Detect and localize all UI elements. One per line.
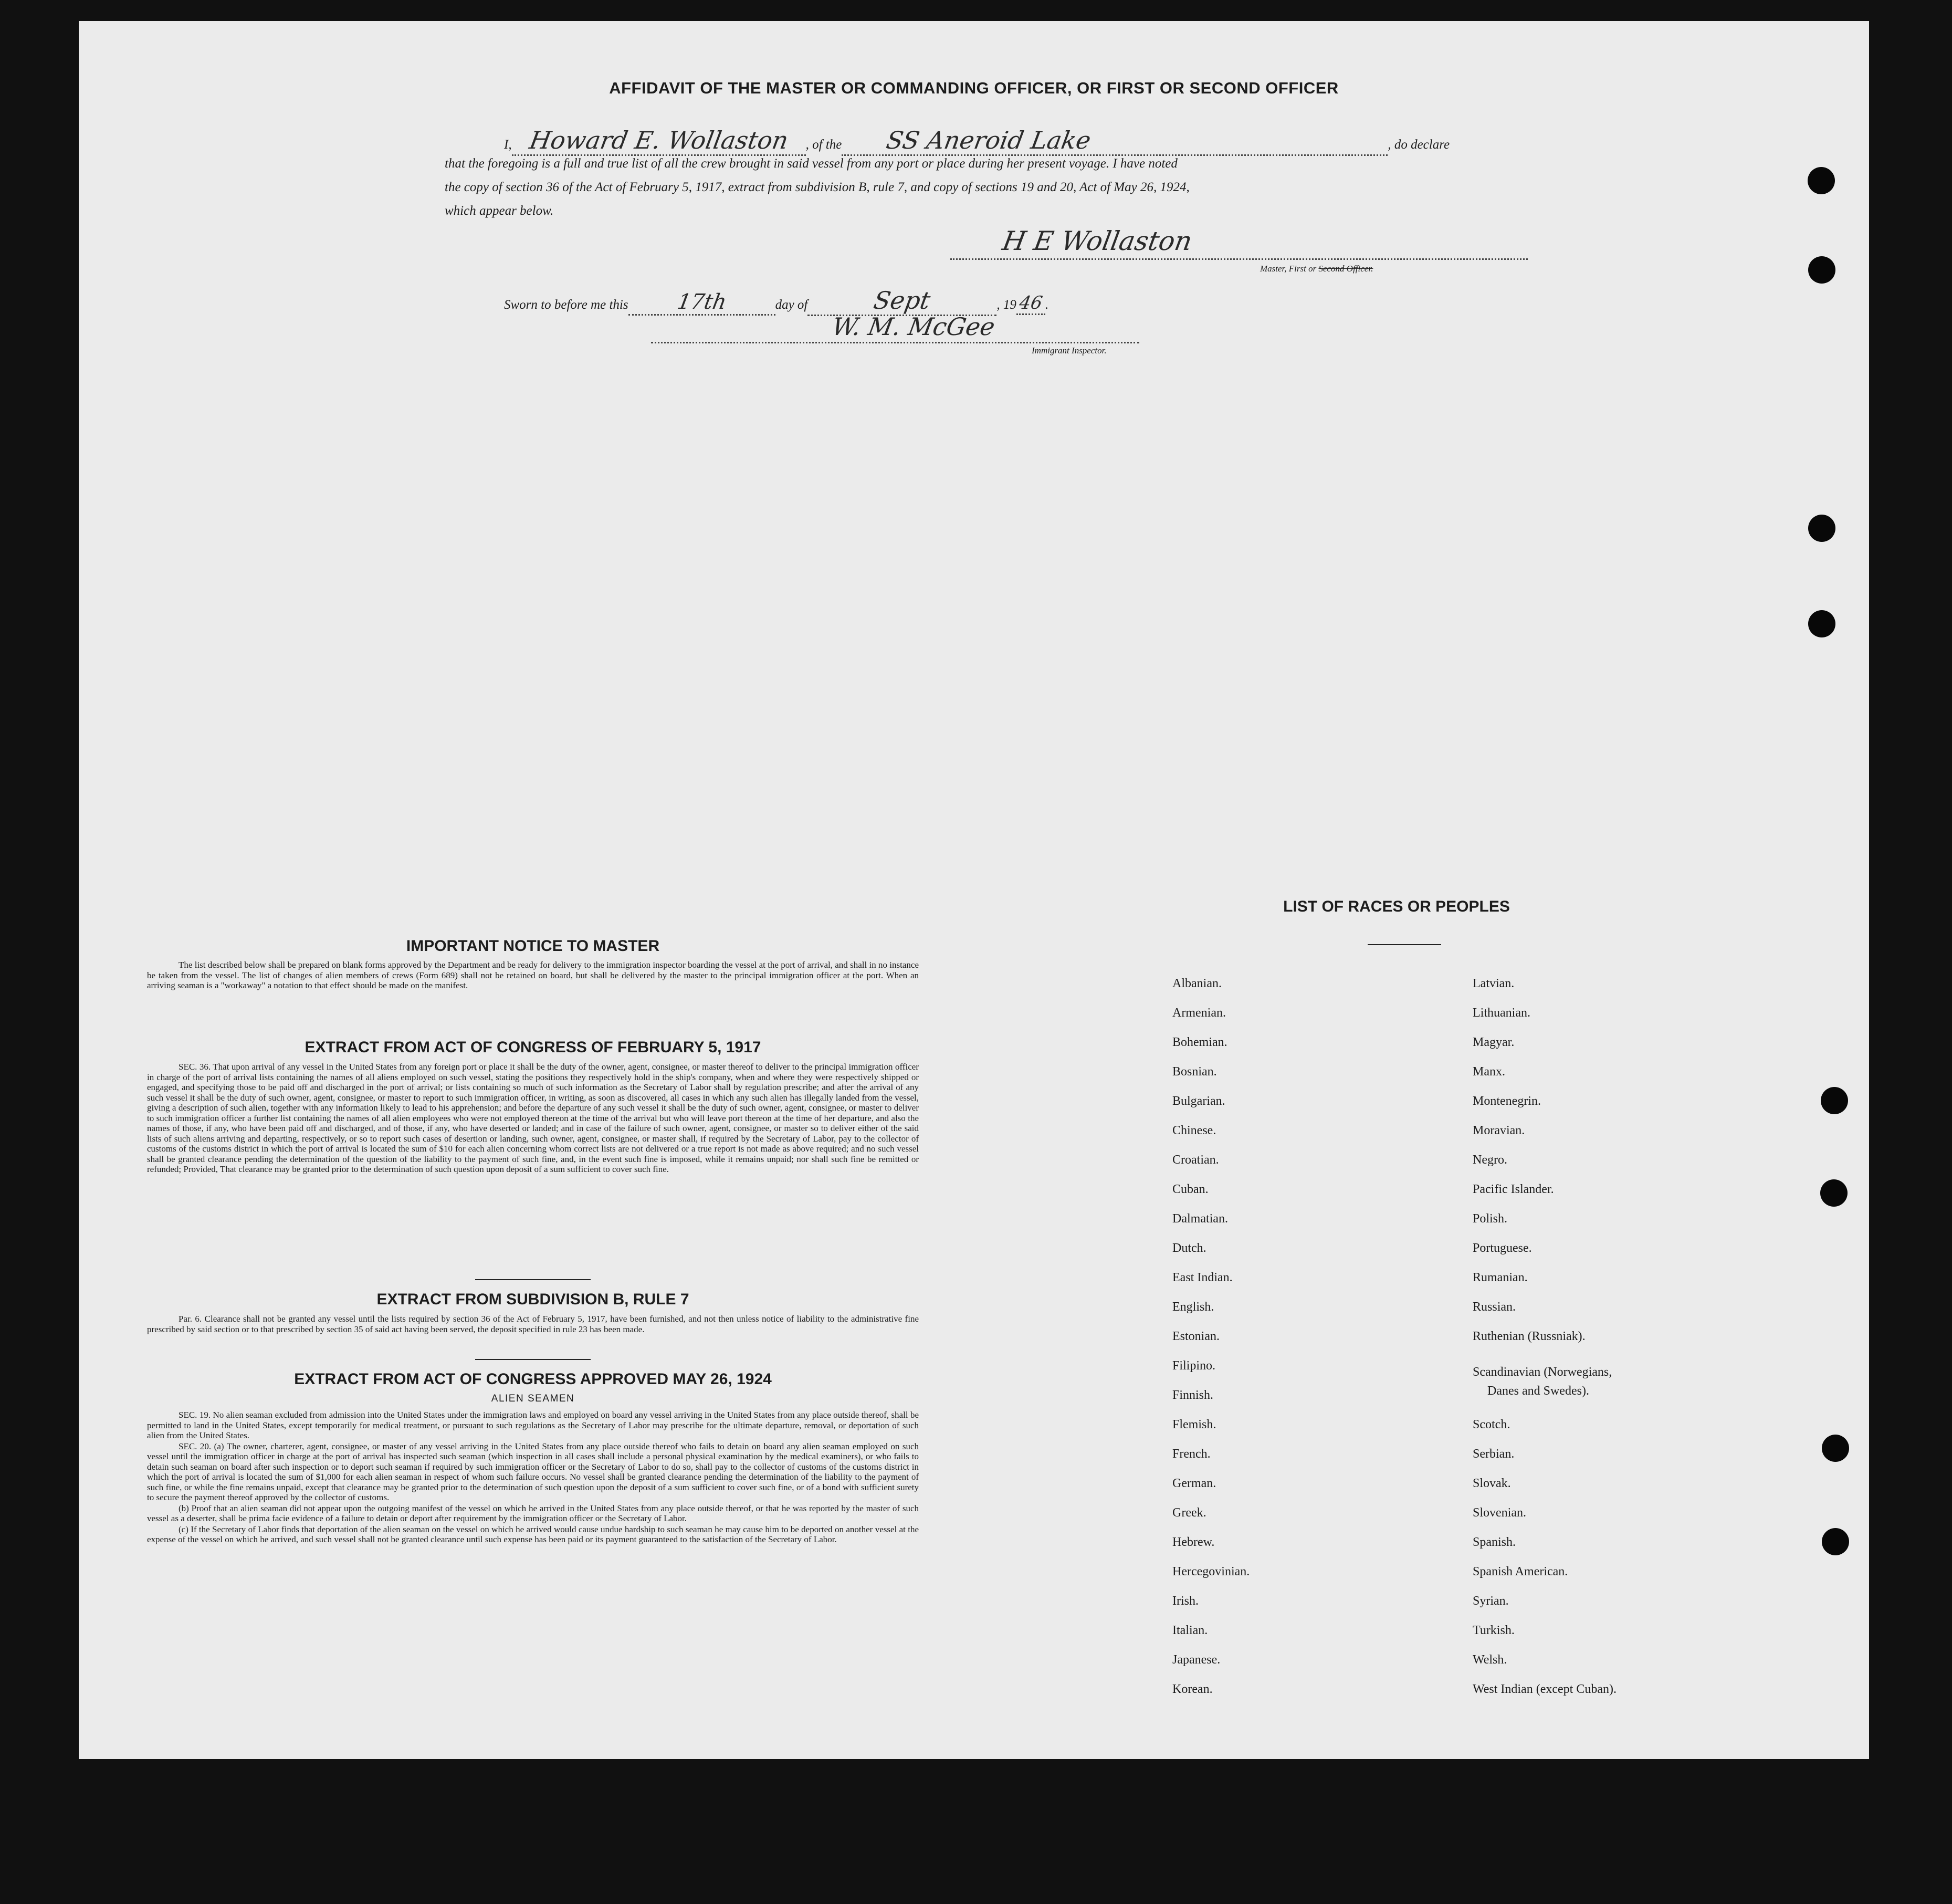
race-item: Bulgarian. — [1172, 1094, 1225, 1108]
race-item: Spanish. — [1473, 1535, 1516, 1549]
inspector-signature-line — [651, 312, 1139, 343]
race-item: Russian. — [1473, 1300, 1516, 1314]
race-item: Scandinavian (Norwegians, — [1473, 1365, 1612, 1379]
race-item: Polish. — [1473, 1212, 1508, 1226]
vessel-name-handwritten: SS Aneroid Lake — [884, 126, 1094, 154]
race-item: English. — [1172, 1300, 1214, 1314]
notice-title: IMPORTANT NOTICE TO MASTER — [406, 937, 660, 955]
race-item: Moravian. — [1473, 1124, 1525, 1137]
punch-hole — [1808, 610, 1835, 637]
punch-hole — [1820, 1179, 1848, 1207]
sworn-day-handwritten: 17th — [675, 290, 728, 314]
sec19-text: SEC. 19. No alien seaman excluded from admission into the United States under the immigration laws and employed on board any vessel arriving in the United States from any place outside thereof, shall be permitted to land in the United States, except temporarily for medical treatment, or pursuant to such regulations as the Secretary of Labor may prescribe for the ultimate departure, removal, or deportation of such alien from the United States. — [147, 1410, 919, 1440]
extract-rule7-text: Par. 6. Clearance shall not be granted any vessel until the lists required by section 36 of the Act of February 5, 1917, have been furnished, and not then unless notice of liability to the administrative fine prescribed by said section or to that prescribed by section 35 of said act having been served, the deposit specified in rule 23 has been made. — [147, 1314, 919, 1334]
extract-rule7-title: EXTRACT FROM SUBDIVISION B, RULE 7 — [376, 1291, 689, 1308]
race-item: Montenegrin. — [1473, 1094, 1541, 1108]
race-item: Dutch. — [1172, 1241, 1206, 1255]
inspector-signature-label: Immigrant Inspector. — [1032, 346, 1107, 355]
punch-hole — [1808, 515, 1835, 542]
race-item: Finnish. — [1172, 1388, 1214, 1402]
race-item: Danes and Swedes). — [1487, 1384, 1589, 1398]
race-item: Croatian. — [1172, 1153, 1219, 1167]
race-item: Magyar. — [1473, 1035, 1515, 1049]
race-item: Albanian. — [1172, 977, 1222, 990]
race-item: Bosnian. — [1172, 1065, 1217, 1079]
section-divider — [475, 1359, 591, 1360]
race-item: French. — [1172, 1447, 1211, 1461]
race-item: Turkish. — [1473, 1624, 1515, 1637]
race-item: Hebrew. — [1172, 1535, 1215, 1549]
race-item: Bohemian. — [1172, 1035, 1227, 1049]
section-divider — [475, 1279, 591, 1280]
affidavit-body-line: which appear below. — [445, 204, 554, 218]
extract-1917-title: EXTRACT FROM ACT OF CONGRESS OF FEBRUARY 5, 1917 — [305, 1039, 761, 1056]
sec20b-text: (b) Proof that an alien seaman did not appear upon the outgoing manifest of the vessel on which he arrived in the United States from any place outside thereof, or that he was reported by the master of such vessel as a deserter, shall be prima facie evidence of a failure to detain or deport after requirement by the immigration officer or the Secretary of Labor. — [147, 1503, 919, 1523]
punch-hole — [1822, 1528, 1849, 1555]
race-item: Italian. — [1172, 1624, 1208, 1637]
sec20a-text: SEC. 20. (a) The owner, charterer, agent, consignee, or master of any vessel arriving in the United States from any place outside thereof who fails to detain on board any alien seaman employed on such vessel until the immigration officer in charge at the port of arrival has inspected such seaman (which inspection in all cases shall include a personal physical examination by the medical examiners), or who fails to detain such seaman on board after such inspection or to deport such seaman if required by such immigration officer or the Secretary of Labor to do so, shall pay to the collector of customs of the customs district in which the port of arrival is located the sum of $1,000 for each alien seaman in respect of whom such failure occurs. No vessel shall be granted clearance pending the determination of the liability to the payment of such fine, or while the fine remains unpaid, except that clearance may be granted prior to the determination of such question upon the deposit of a sum sufficient to cover such fine, or of a bond with sufficient surety to secure the payment thereof approved by the collector of customs. — [147, 1441, 919, 1502]
extract-1924-title: EXTRACT FROM ACT OF CONGRESS APPROVED MAY 26, 1924 — [294, 1371, 772, 1388]
race-item: Greek. — [1172, 1506, 1206, 1520]
sec20c-text: (c) If the Secretary of Labor finds that deportation of the alien seaman on the vessel on which he arrived would cause undue hardship to such seaman he may cause him to be deported on another vessel at the expense of the vessel on which he arrived, and such vessel shall not be granted clearance until such expense has been paid or its payment guaranteed to the satisfaction of the Secretary of Labor. — [147, 1524, 919, 1544]
punch-hole — [1808, 256, 1835, 284]
master-signature-label: Master, First or Second Officer. — [1260, 264, 1373, 274]
race-item: Slovak. — [1473, 1477, 1511, 1490]
race-item: Flemish. — [1172, 1418, 1216, 1431]
extract-1924-text — [147, 1410, 919, 1545]
race-item: Lithuanian. — [1473, 1006, 1530, 1020]
race-item: West Indian (except Cuban). — [1473, 1682, 1617, 1696]
punch-hole — [1808, 167, 1835, 194]
race-item: East Indian. — [1172, 1271, 1233, 1284]
affidavit-body-line: the copy of section 36 of the Act of February 5, 1917, extract from subdivision B, rule 7, and copy of sections 19 and 20, Act of May 26, 1924, — [445, 180, 1190, 194]
affidavit-body-line: that the foregoing is a full and true list of all the crew brought in said vessel from any port or place during her present voyage. I have noted — [445, 156, 1178, 171]
races-title-underline — [1368, 944, 1441, 945]
master-signature-line — [950, 226, 1528, 260]
race-item: Chinese. — [1172, 1124, 1216, 1137]
punch-hole — [1822, 1435, 1849, 1462]
race-item: Dalmatian. — [1172, 1212, 1228, 1226]
punch-hole — [1821, 1087, 1848, 1114]
sworn-line: Sworn to before me this 17th day of Sept , 1946. — [504, 286, 1048, 316]
race-item: Japanese. — [1172, 1653, 1221, 1667]
race-item: Syrian. — [1473, 1594, 1509, 1608]
race-item: Pacific Islander. — [1473, 1183, 1554, 1196]
race-item: Latvian. — [1473, 977, 1515, 990]
extract-1917-text: SEC. 36. That upon arrival of any vessel in the United States from any foreign port or place it shall be the duty of the owner, agent, consignee, or master thereof to deliver to the principal immigration officer in charge of the port of arrival lists containing the names of all aliens employed on such vessel, stating the positions they respectively hold in the ship's company, when and where they were respectively shipped or engaged, and specifying those to be paid off and discharged in the port of arrival; or lists containing so much of such information as the Secretary of Labor shall by regulation prescribe; and after the arrival of any such vessel it shall be the duty of such owner, agent, consignee, or master to report to such immigration officer, in writing, as soon as discovered, all cases in which any such alien has illegally landed from the vessel, giving a description of such alien, together with any information likely to lead to his apprehension; and before the departure of any such vessel it shall be the duty of such owner, agent, consignee, or master to deliver to such immigration officer a further list containing the names of all alien employees who were not employed thereon at the time of the arrival but who will leave port thereon at the time of her departure, and also the names of those, if any, who have been paid off and discharged, and of those, if any, who have deserted or landed; and in case of the failure of such owner, agent, consignee, or master so to deliver either of the said lists of such aliens arriving and departing, respectively, or so to report such cases of desertion or landing, such owner, agent, consignee, or master shall, if required by the Secretary of Labor, pay to the collector of customs of the customs district in which the port of arrival is located the sum of $10 for each alien concerning whom correct lists are not delivered or a true report is not made as above required; and no such vessel shall be granted clearance pending the determination of the question of the liability to the payment of such fine, and, in the event such fine is imposed, while it remains unpaid; nor shall such fine be remitted or refunded; Provided, That clearance may be granted prior to the determination of such question upon deposit of a sum sufficient to cover such fine. — [147, 1062, 919, 1174]
race-item: Manx. — [1473, 1065, 1505, 1079]
race-item: Welsh. — [1473, 1653, 1507, 1667]
race-item: Spanish American. — [1473, 1565, 1568, 1578]
race-item: Slovenian. — [1473, 1506, 1526, 1520]
master-name-handwritten: Howard E. Wollaston — [527, 126, 791, 154]
master-signature: H E Wollaston — [1000, 226, 1195, 256]
races-title: LIST OF RACES OR PEOPLES — [1283, 898, 1510, 915]
race-item: Korean. — [1172, 1682, 1213, 1696]
race-item: Serbian. — [1473, 1447, 1515, 1461]
sworn-month-handwritten: Sept — [872, 286, 933, 315]
race-item: Portuguese. — [1473, 1241, 1532, 1255]
race-item: German. — [1172, 1477, 1216, 1490]
race-item: Ruthenian (Russniak). — [1473, 1330, 1586, 1343]
race-item: Armenian. — [1172, 1006, 1226, 1020]
race-item: Scotch. — [1473, 1418, 1510, 1431]
race-item: Irish. — [1172, 1594, 1199, 1608]
extract-1924-subtitle: ALIEN SEAMEN — [491, 1393, 575, 1404]
race-item: Estonian. — [1172, 1330, 1220, 1343]
sworn-year-handwritten: 46 — [1017, 292, 1044, 313]
document-page — [79, 21, 1869, 1759]
inspector-signature: W. M. McGee — [830, 312, 998, 341]
race-item: Filipino. — [1172, 1359, 1216, 1373]
race-item: Hercegovinian. — [1172, 1565, 1250, 1578]
affidavit-declaration-line: I, Howard E. Wollaston , of the SS Aneroid Lake , do declare — [504, 126, 1450, 156]
race-item: Negro. — [1473, 1153, 1507, 1167]
notice-text: The list described below shall be prepared on blank forms approved by the Department and be ready for delivery to the immigration inspector boarding the vessel at the port of arrival, and shall in no instance be taken from the vessel. The list of changes of alien members of crews (Form 689) shall not be retained on board, but shall be delivered by the master to the principal immigration officer at the port. When an arriving seaman is a "workaway" a notation to that effect should be made on the manifest. — [147, 960, 919, 990]
affidavit-title: AFFIDAVIT OF THE MASTER OR COMMANDING OFFICER, OR FIRST OR SECOND OFFICER — [609, 79, 1339, 97]
race-item: Cuban. — [1172, 1183, 1209, 1196]
race-item: Rumanian. — [1473, 1271, 1528, 1284]
